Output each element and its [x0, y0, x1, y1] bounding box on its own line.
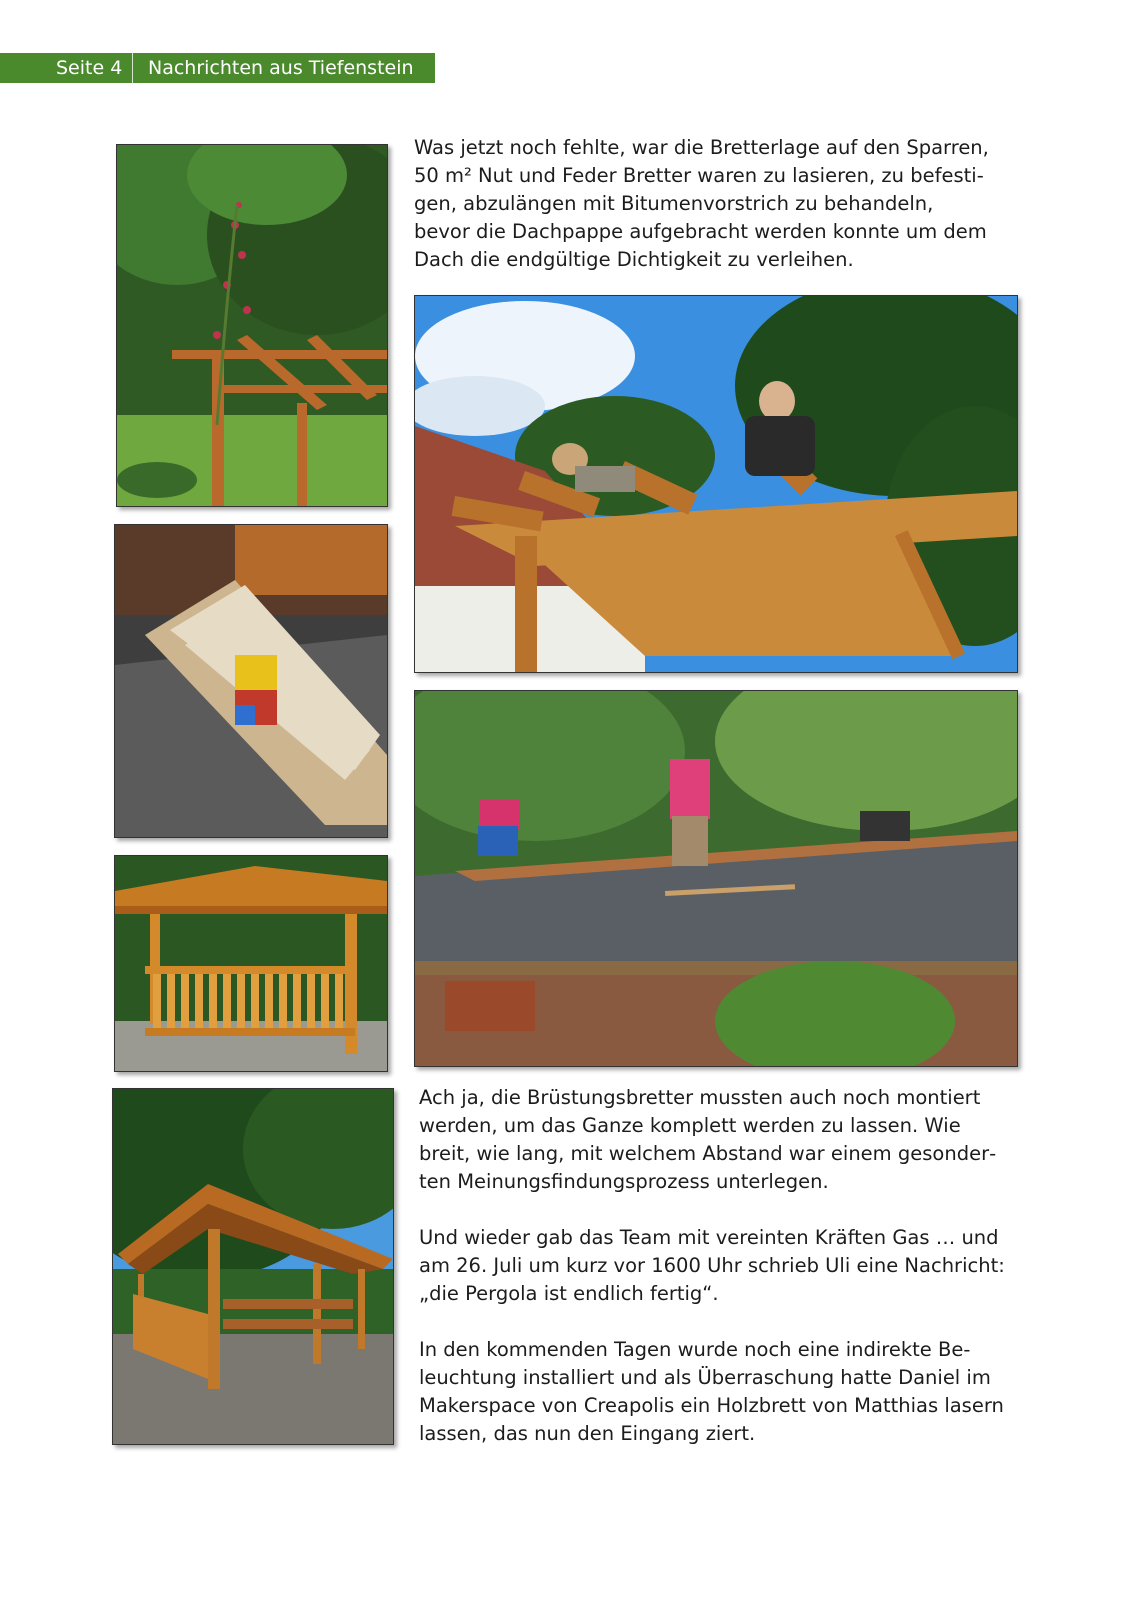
page-header: [0, 53, 435, 83]
photo-pergola-railing: [114, 855, 388, 1072]
paragraph-lighting-sign: In den kommenden Tagen wurde noch eine indirekte Beleuchtung installiert und als Überraschung hatte Daniel im Makerspace von Creapolis ein Holzbrett von Matthias lasern lassen, das nun den Eingang ziert.: [419, 1338, 1004, 1445]
paragraph-railing-boards: Ach ja, die Brüstungsbretter mussten auch noch montiert werden, um das Ganze komplett werden zu lassen. Wie breit, wie lang, mit welchem Abstand war einem gesonderten Meinungsfindungsprozess unterlegen.: [419, 1086, 997, 1193]
paragraph-roof-boards: Was jetzt noch fehlte, war die Bretterlage auf den Sparren, 50 m² Nut und Feder Bretter waren zu lasieren, zu befestigen, abzulängen mit Bitumenvorstrich zu behandeln, bevor die Dachpappe aufgebracht werden konnte um dem Dach die endgültige Dichtigkeit zu verleihen.: [414, 136, 989, 271]
photo-pergola-frame-flowers: [116, 144, 388, 507]
closing-text: [419, 1084, 1009, 1448]
intro-text: [414, 134, 994, 274]
publication-title: Nachrichten aus Tiefenstein: [148, 57, 414, 79]
photo-roof-workers: [414, 295, 1018, 673]
page-number: Seite 4: [0, 53, 133, 83]
photo-finished-pergola: [112, 1088, 394, 1445]
photo-roofing-felt: [414, 690, 1018, 1067]
paragraph-pergola-finished: Und wieder gab das Team mit vereinten Kräften Gas … und am 26. Juli um kurz vor 1600 Uhr schrieb Uli eine Nachricht: „die Pergola ist endlich fertig“.: [419, 1226, 1005, 1305]
photo-boards-on-pallet: [114, 524, 388, 838]
